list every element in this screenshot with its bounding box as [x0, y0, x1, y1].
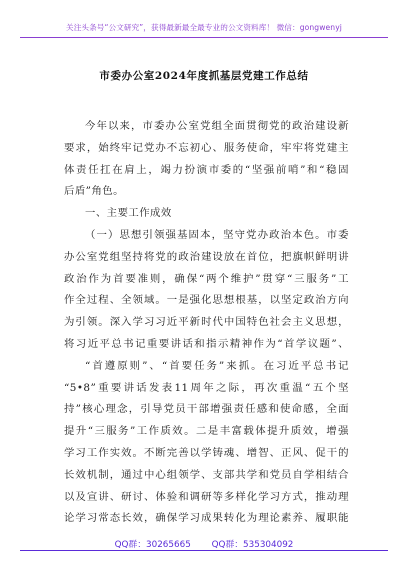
body-line: 后盾”角色。	[64, 185, 124, 198]
body-line: 办公室党组坚持将党的政治建设放在首位，把旗帜鲜明讲	[64, 250, 349, 263]
body-line: 长效机制，通过中心组领学、支部共学和党员自学相结合	[64, 468, 349, 481]
document-body	[64, 116, 349, 530]
body-line: “首遵原则”、“首要任务”来抓。在习近平总书记	[85, 359, 349, 372]
footer-contact	[0, 537, 408, 550]
body-line: 以及宣讲、研讨、体验和调研等多样化学习方式，推动理	[64, 490, 349, 503]
document-title: 市委办公室2024年度抓基层党建工作总结	[99, 70, 309, 82]
body-line: 今年以来，市委办公室党组全面贯彻党的政治建设新	[85, 120, 349, 132]
body-line: 政治作为首要准则，确保“两个维护”贯穿“三服务”工	[64, 272, 349, 285]
header-banner: 关注头条号“公文研究”，获得最新最全最专业的公文资料库！ 微信：gongwenyj	[66, 23, 342, 32]
body-line: 要求，始终牢记党办不忘初心、服务使命，牢牢将党建主	[64, 141, 349, 154]
body-line: 作全过程、全领域。一是强化思想根基，以坚定政治方向	[64, 294, 349, 307]
body-line: 学习工作实效。不断完善以学铸魂、增智、正风、促干的	[64, 446, 349, 459]
body-line: “5•8”重要讲话发表11周年之际，再次重温“五个坚	[64, 381, 349, 394]
body-line: 体责任扛在肩上，竭力扮演市委的“坚强前哨”和“稳固	[64, 163, 349, 176]
body-line: 持”核心理念，引导党员干部增强责任感和使命感，全面	[64, 403, 349, 416]
qq-group-1: QQ群：30265665	[114, 540, 191, 550]
footer-divider	[20, 550, 388, 551]
qq-group-2: QQ群：535304092	[211, 540, 294, 550]
body-line: 为引领。深入学习习近平新时代中国特色社会主义思想，	[64, 316, 349, 329]
body-line: 论学习常态长效，确保学习成果转化为理论素养、履职能	[64, 512, 349, 525]
section-heading: 一、主要工作成效	[85, 207, 172, 220]
body-line: 提升“三服务”工作质效。二是丰富载体提升质效，增强	[64, 425, 349, 438]
body-line: 将习近平总书记重要讲话和指示精神作为“首学议题”、	[64, 337, 349, 350]
header-divider	[20, 37, 388, 38]
body-line: （一）思想引领强基固本，坚守党办政治本色。市委	[85, 228, 349, 241]
